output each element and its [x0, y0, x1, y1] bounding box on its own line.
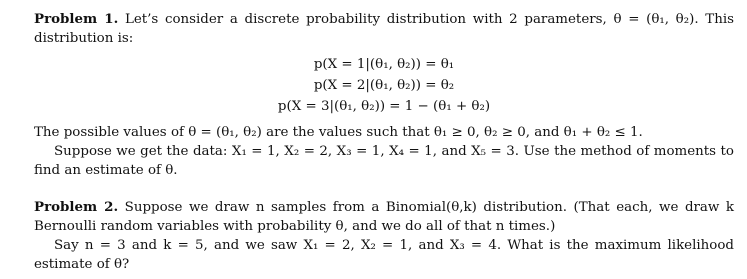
- equation-1: p(X = 1|(θ₁, θ₂)) = θ₁: [313, 57, 455, 72]
- problem-2-intro-text: Suppose we draw n samples from a Binomial(θ,k) distribution. (That each, we draw k Bernoulli random variables with probability θ, and we do all of that n times.): [34, 200, 735, 234]
- problem-1-intro: [34, 10, 734, 48]
- section-gap: [34, 180, 734, 198]
- problem-1-constraints: The possible values of θ = (θ₁, θ₂) are the values such that θ₁ ≥ 0, θ₂ ≥ 0, and θ₁ + θ₂ ≤ 1.: [34, 125, 643, 140]
- equation-3: p(X = 3|(θ₁, θ₂)) = 1 − (θ₁ + θ₂): [277, 99, 491, 114]
- problem-1-heading: Problem 1.: [34, 11, 119, 27]
- problem-2-task: Say n = 3 and k = 5, and we saw X₁ = 2, X₂ = 1, and X₃ = 4. What is the maximum likelihood estimate of θ?: [34, 238, 734, 272]
- equation-2: p(X = 2|(θ₁, θ₂)) = θ₂: [313, 78, 455, 93]
- problem-1-task: Suppose we get the data: X₁ = 1, X₂ = 2, X₃ = 1, X₄ = 1, and X₅ = 3. Use the method of moments to find an estimate of θ.: [34, 144, 734, 178]
- problem-2-intro: [34, 198, 734, 236]
- problem-sheet: [34, 10, 734, 274]
- problem-1-intro-text: Let’s consider a discrete probability distribution with 2 parameters, θ = (θ₁, θ₂). This distribution is:: [34, 12, 734, 46]
- equation-block: [34, 54, 734, 117]
- problem-2-heading: Problem 2.: [34, 199, 119, 215]
